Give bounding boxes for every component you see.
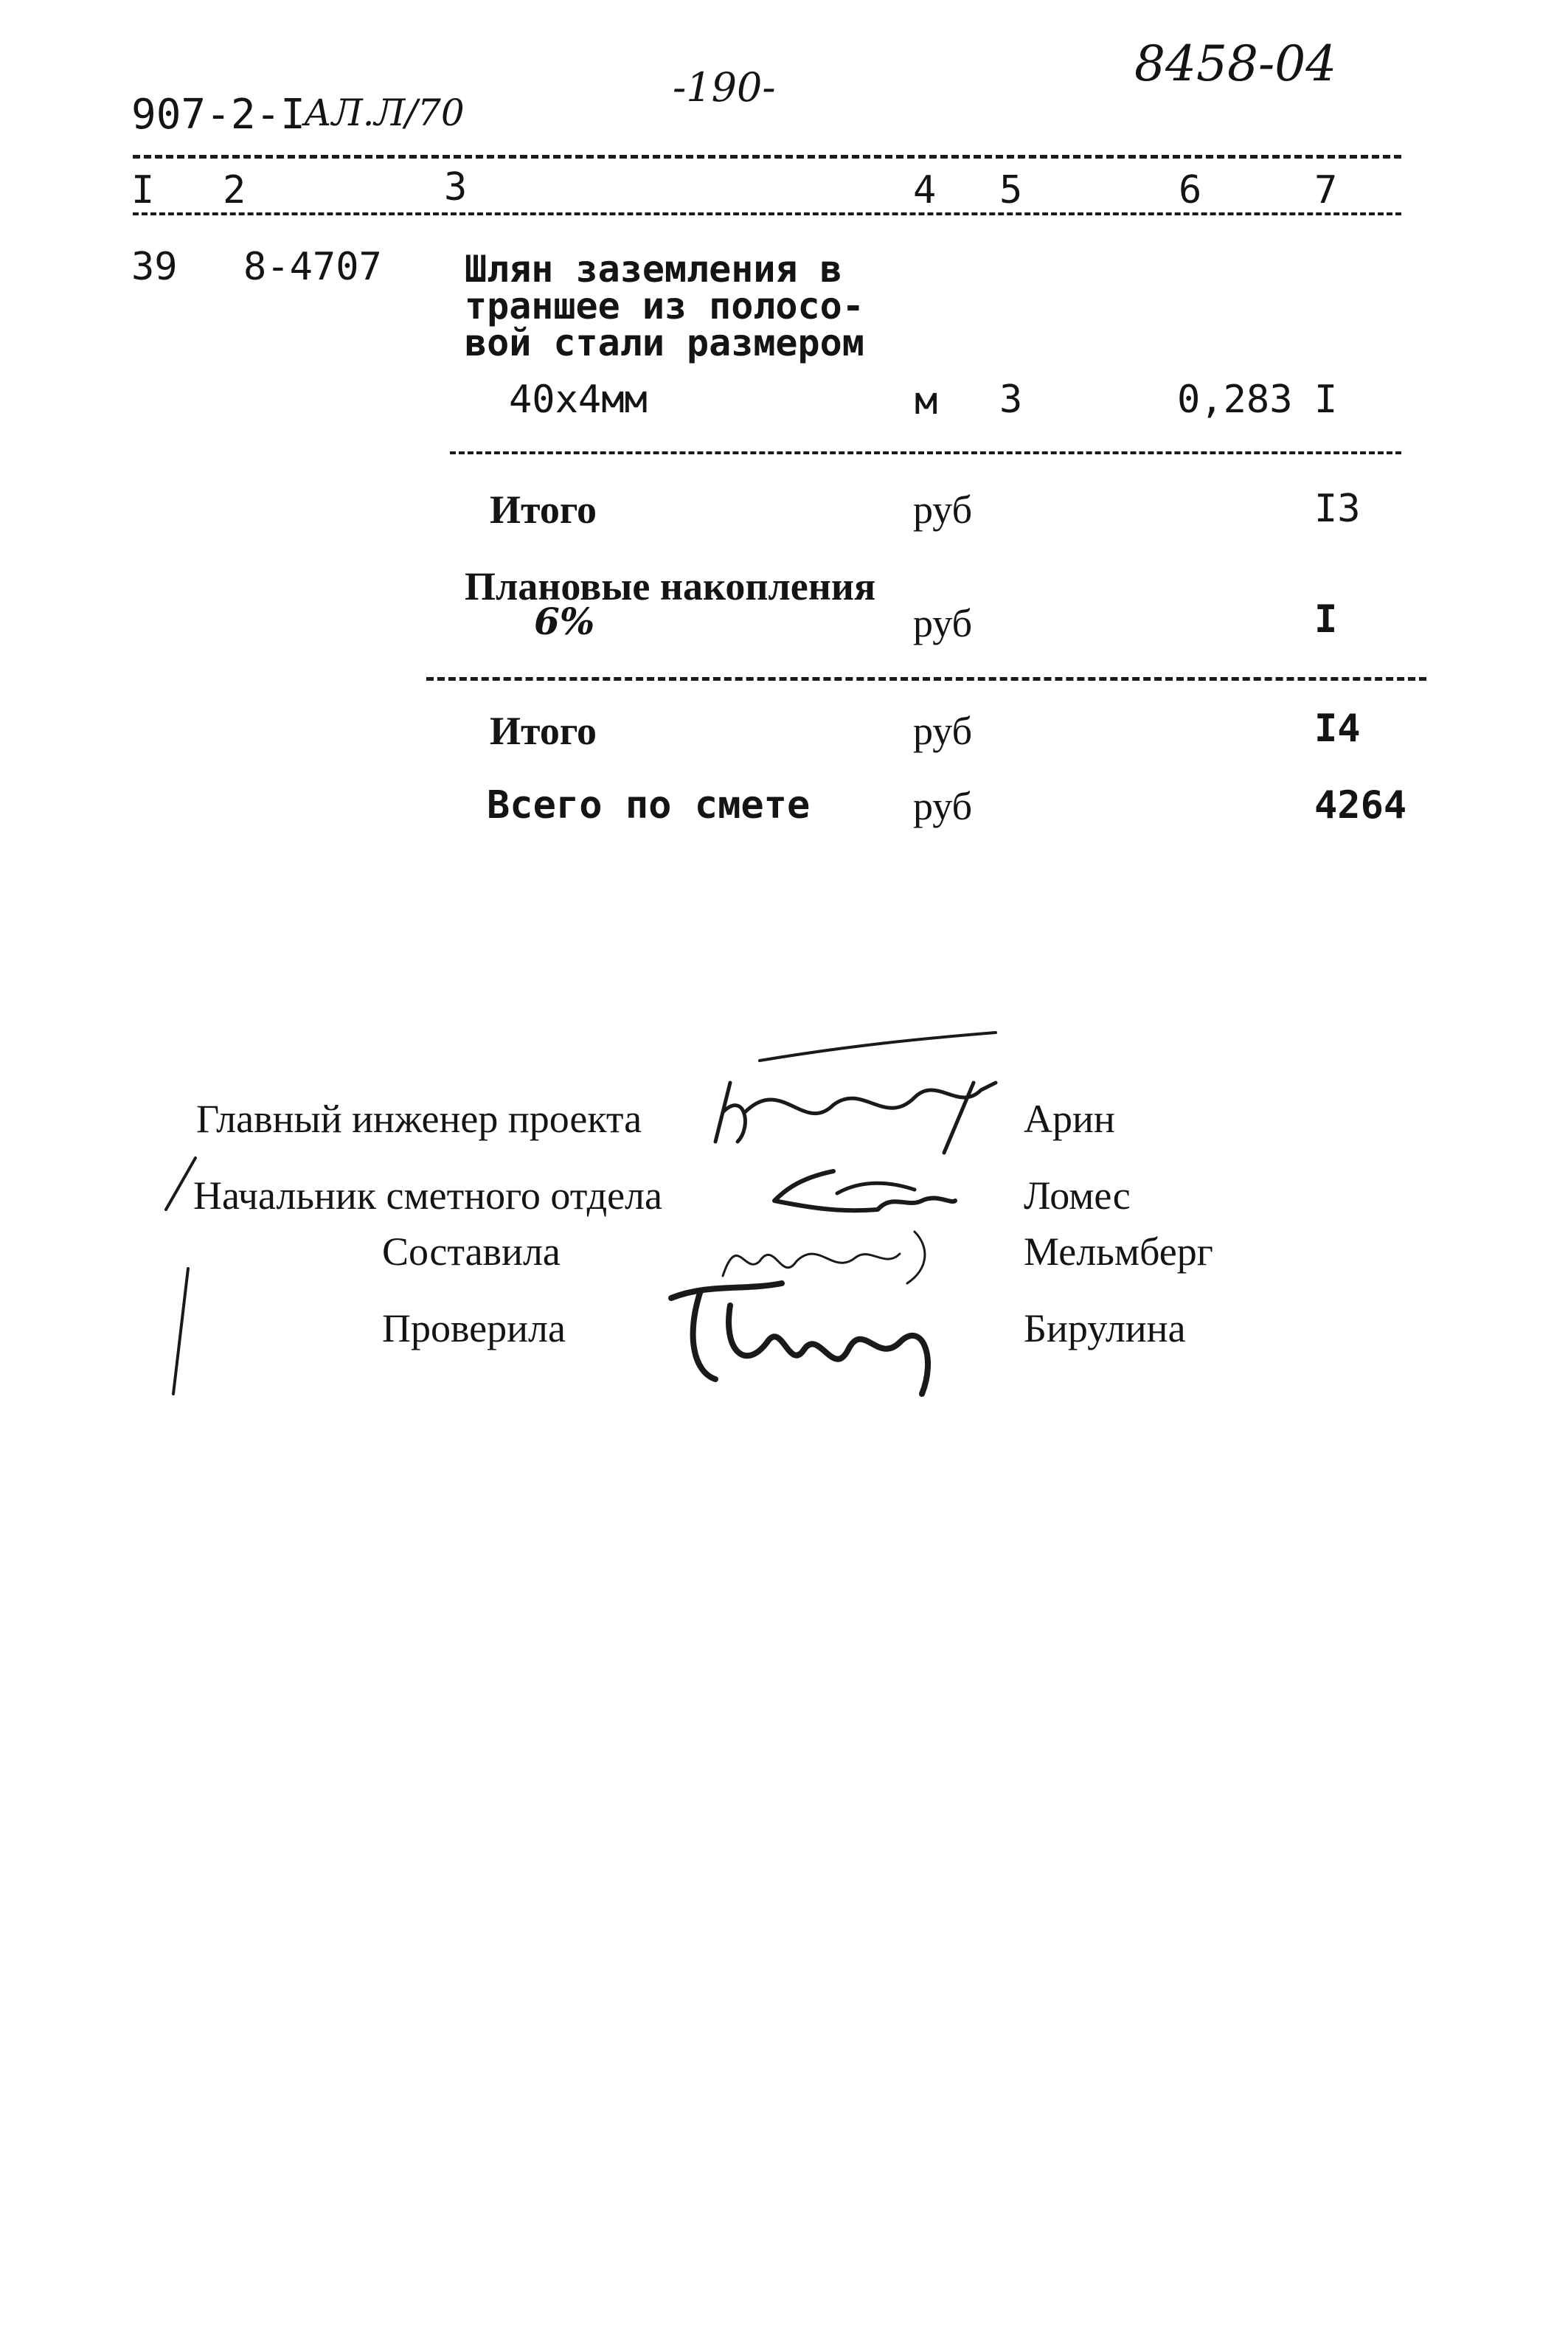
subtotal-label: Итого (490, 709, 597, 753)
signature-role: Начальник сметного отдела (193, 1173, 662, 1218)
planned-savings-label: Плановые накопления (465, 564, 876, 608)
signature-role: Проверила (382, 1306, 566, 1350)
row-size: 40х4мм (509, 378, 648, 422)
signature-name: Бирулина (1024, 1306, 1186, 1350)
total-unit: руб (913, 488, 973, 532)
column-number: I (131, 168, 155, 212)
total-label: Итого (490, 488, 597, 532)
signature-role: Составила (382, 1229, 561, 1274)
margin-mark (159, 1151, 203, 1401)
signature-mark (656, 1269, 951, 1401)
signature-name: Арин (1024, 1097, 1115, 1141)
grand-total-unit: руб (913, 784, 973, 828)
column-number: 3 (444, 165, 468, 209)
row-quantity: 3 (999, 378, 1023, 422)
column-number: 2 (223, 168, 246, 212)
grand-total-label: Всего по смете (487, 783, 811, 828)
document-code-handwritten: АЛ.Л/70 (304, 91, 465, 134)
totals-divider (426, 677, 1426, 681)
signature-name: Мельмберг (1024, 1229, 1213, 1274)
signature-role: Главный инженер проекта (196, 1097, 642, 1141)
subtotal-unit: руб (913, 709, 973, 753)
column-number: 6 (1179, 168, 1202, 212)
column-number: 7 (1314, 168, 1338, 212)
archive-number: 8458-04 (1134, 35, 1337, 92)
signature-name: Ломес (1024, 1173, 1131, 1218)
column-number: 4 (913, 168, 937, 212)
column-number: 5 (999, 168, 1023, 212)
grand-total-value: 4264 (1314, 783, 1407, 828)
row-total: I (1314, 378, 1338, 422)
row-divider (450, 451, 1401, 454)
planned-savings-unit: руб (913, 601, 973, 645)
document-code: 907-2-I (131, 91, 306, 139)
signature-mark (701, 1031, 1018, 1164)
row-description: Шлян заземления в траншее из полосо- вой стали размером (465, 248, 864, 364)
row-price: 0,283 (1177, 378, 1293, 422)
row-number: 39 (131, 245, 178, 289)
planned-savings-value: I (1314, 597, 1338, 642)
total-value: I3 (1314, 487, 1361, 531)
row-unit: м (915, 379, 938, 423)
top-divider (133, 155, 1401, 159)
page-number: -190- (673, 64, 776, 111)
signature-mark (767, 1164, 959, 1223)
planned-savings-percent: 6% (534, 600, 595, 643)
header-underline (133, 212, 1401, 215)
row-code: 8-4707 (243, 245, 382, 289)
subtotal-value: I4 (1314, 707, 1361, 751)
